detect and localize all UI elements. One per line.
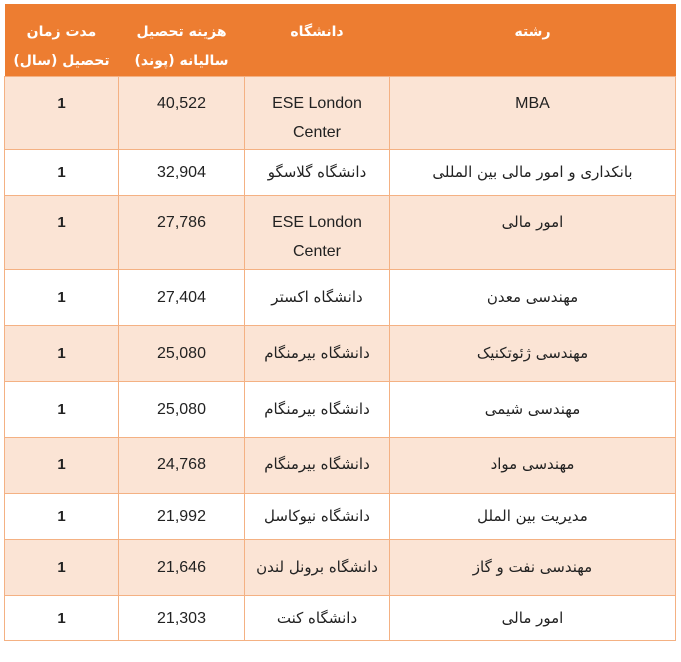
cell-university: ESE London Center <box>245 77 390 150</box>
cell-duration: 1 <box>5 494 119 540</box>
table-row <box>5 438 676 494</box>
tuition-table <box>4 4 676 641</box>
cell-university: دانشگاه بیرمنگام <box>245 382 390 438</box>
cell-major: امور مالی <box>390 196 676 270</box>
cell-university: دانشگاه اکستر <box>245 270 390 326</box>
cell-cost: 21,303 <box>119 596 245 641</box>
table-row <box>5 382 676 438</box>
cell-university: دانشگاه بیرمنگام <box>245 326 390 382</box>
cell-duration: 1 <box>5 77 119 150</box>
header-annual-cost: هزینه تحصیل سالیانه (پوند) <box>119 4 245 77</box>
cell-university: دانشگاه گلاسگو <box>245 150 390 196</box>
cell-duration: 1 <box>5 438 119 494</box>
table-row <box>5 494 676 540</box>
table-row <box>5 77 676 150</box>
cell-major: بانکداری و امور مالی بین المللی <box>390 150 676 196</box>
cell-duration: 1 <box>5 150 119 196</box>
cell-major: امور مالی <box>390 596 676 641</box>
cell-major: مهندسی مواد <box>390 438 676 494</box>
tuition-table-container <box>4 4 675 641</box>
cell-university: ESE London Center <box>245 196 390 270</box>
cell-cost: 25,080 <box>119 382 245 438</box>
cell-cost: 40,522 <box>119 77 245 150</box>
cell-university: دانشگاه کنت <box>245 596 390 641</box>
cell-university: دانشگاه نیوکاسل <box>245 494 390 540</box>
cell-duration: 1 <box>5 270 119 326</box>
cell-duration: 1 <box>5 196 119 270</box>
cell-major: MBA <box>390 77 676 150</box>
cell-major: مهندسی نفت و گاز <box>390 540 676 596</box>
cell-duration: 1 <box>5 326 119 382</box>
cell-major: مهندسی شیمی <box>390 382 676 438</box>
cell-duration: 1 <box>5 596 119 641</box>
cell-major: مهندسی معدن <box>390 270 676 326</box>
header-major: رشته <box>390 4 676 77</box>
cell-university: دانشگاه بیرمنگام <box>245 438 390 494</box>
cell-major: مهندسی ژئوتکنیک <box>390 326 676 382</box>
table-row <box>5 540 676 596</box>
cell-cost: 21,992 <box>119 494 245 540</box>
table-row <box>5 596 676 641</box>
cell-cost: 25,080 <box>119 326 245 382</box>
cell-duration: 1 <box>5 540 119 596</box>
table-header-row <box>5 4 676 77</box>
header-duration: مدت زمان تحصیل (سال) <box>5 4 119 77</box>
table-row <box>5 326 676 382</box>
cell-cost: 27,404 <box>119 270 245 326</box>
cell-cost: 24,768 <box>119 438 245 494</box>
cell-cost: 32,904 <box>119 150 245 196</box>
table-row <box>5 196 676 270</box>
cell-duration: 1 <box>5 382 119 438</box>
cell-cost: 21,646 <box>119 540 245 596</box>
cell-major: مدیریت بین الملل <box>390 494 676 540</box>
table-row <box>5 150 676 196</box>
cell-university: دانشگاه برونل لندن <box>245 540 390 596</box>
header-university: دانشگاه <box>245 4 390 77</box>
table-row <box>5 270 676 326</box>
cell-cost: 27,786 <box>119 196 245 270</box>
